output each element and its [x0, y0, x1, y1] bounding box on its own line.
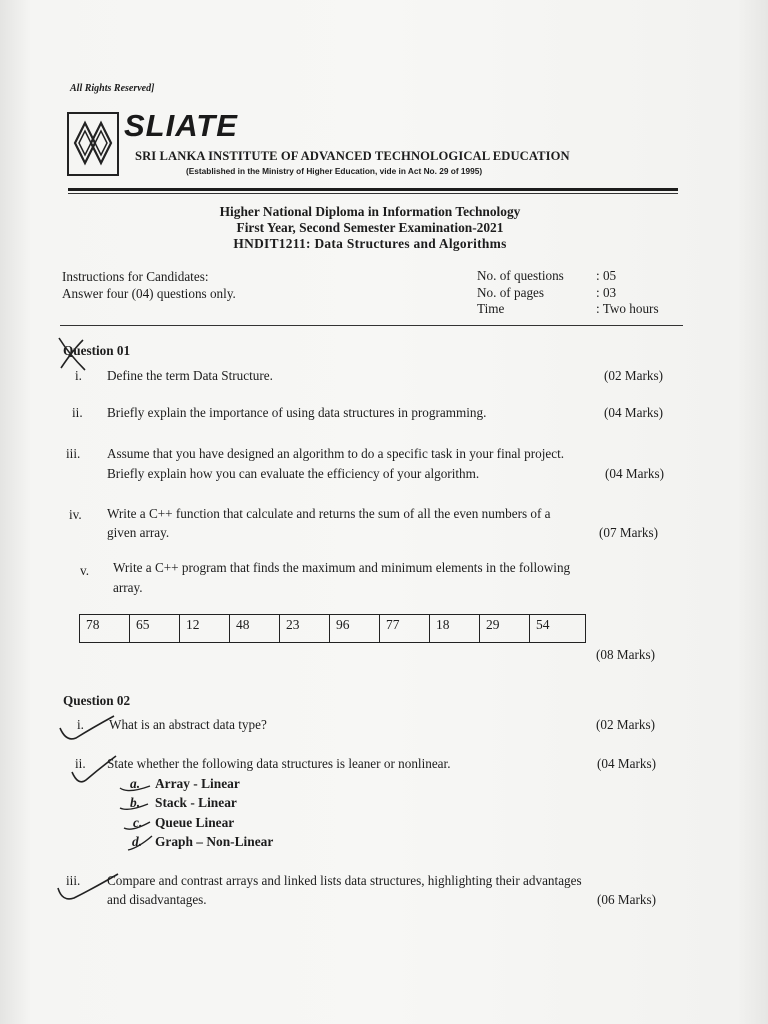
section-rule [60, 325, 683, 326]
q1-item-i-marks: (02 Marks) [604, 368, 663, 383]
pages-label: No. of pages [477, 285, 545, 300]
question-01-title: Question 01 [63, 343, 131, 358]
rights-note: All Rights Reserved] [70, 83, 155, 94]
header-rule-thin [68, 193, 678, 194]
q1-item-iii-text-2: Briefly explain how you can evaluate the efficiency of your algorithm. [107, 466, 480, 481]
answer-d-text: Graph – Non-Linear [155, 834, 274, 849]
answer-c-text: Queue Linear [155, 815, 235, 830]
q2-item-i-marks: (02 Marks) [596, 717, 655, 732]
array-cell: 78 [80, 615, 130, 643]
q1-item-v-number: v. [80, 563, 90, 578]
q2-item-ii-marks: (04 Marks) [597, 756, 656, 771]
q2-item-ii-text: State whether the following data structures is leaner or nonlinear. [107, 756, 451, 771]
exam-session: First Year, Second Semester Examination-2021 [236, 220, 504, 235]
answer-d-letter: d. [132, 834, 143, 849]
answer-b-text: Stack - Linear [155, 795, 237, 810]
sliate-emblem [67, 112, 119, 176]
q1-item-iii-text: Assume that you have designed an algorithm to do a specific task in your final project. [107, 446, 565, 461]
array-cell: 18 [430, 615, 480, 643]
header-rule-thick [68, 188, 678, 191]
question-02-title: Question 02 [63, 693, 131, 708]
q1-item-iii-number: iii. [66, 446, 81, 461]
q1-item-i-number: i. [75, 368, 82, 383]
time-value: : Two hours [596, 301, 659, 316]
answer-a-letter: a. [130, 776, 141, 791]
pen-tick-mark [70, 752, 120, 788]
time-label: Time [477, 301, 505, 316]
pen-tick-mark [56, 868, 122, 904]
array-cell: 96 [330, 615, 380, 643]
q1-item-iv-marks: (07 Marks) [599, 525, 658, 540]
exam-programme: Higher National Diploma in Information Technology [219, 204, 521, 219]
q2-item-ii-number: ii. [75, 756, 86, 771]
array-cell: 77 [380, 615, 430, 643]
q1-item-iv-text-2: given array. [107, 525, 170, 540]
institute-established: (Established in the Ministry of Higher Education, vide in Act No. 29 of 1995) [186, 166, 483, 176]
q1-item-iv-text: Write a C++ function that calculate and returns the sum of all the even numbers of a [107, 506, 551, 521]
pen-letter-strokes [118, 778, 154, 854]
questions-value: : 05 [596, 268, 617, 283]
array-cell: 23 [280, 615, 330, 643]
instructions-title: Instructions for Candidates: [62, 269, 209, 284]
emblem-icon [73, 120, 113, 166]
array-cell: 29 [480, 615, 530, 643]
q2-item-iii-number: iii. [66, 873, 81, 888]
array-cell: 54 [530, 615, 586, 643]
q1-item-i-text: Define the term Data Structure. [107, 368, 273, 383]
q1-item-v-marks: (08 Marks) [596, 647, 655, 662]
pen-tick-mark [58, 712, 118, 744]
array-table [79, 614, 586, 643]
instructions-text: Answer four (04) questions only. [62, 286, 236, 301]
q2-item-i-number: i. [77, 717, 84, 732]
answer-c-letter: c. [133, 815, 143, 830]
questions-label: No. of questions [477, 268, 564, 283]
array-cell: 65 [130, 615, 180, 643]
sliate-logo-text: SLIATE [124, 108, 238, 143]
q1-item-ii-number: ii. [72, 405, 83, 420]
q2-item-iii-text: Compare and contrast arrays and linked lists data structures, highlighting their advantages [107, 873, 582, 888]
array-cell: 48 [230, 615, 280, 643]
q1-item-iv-number: iv. [69, 507, 82, 522]
pages-value: : 03 [596, 285, 617, 300]
institute-name: SRI LANKA INSTITUTE OF ADVANCED TECHNOLOGICAL EDUCATION [135, 149, 570, 163]
q2-item-iii-text-2: and disadvantages. [107, 892, 207, 907]
q2-item-iii-marks: (06 Marks) [597, 892, 656, 907]
answer-a-text: Array - Linear [155, 776, 240, 791]
q1-item-v-text-2: array. [113, 580, 143, 595]
pen-cross-mark [55, 334, 91, 374]
q1-item-ii-text: Briefly explain the importance of using data structures in programming. [107, 405, 487, 420]
q1-item-ii-marks: (04 Marks) [604, 405, 663, 420]
q2-item-i-text: What is an abstract data type? [109, 717, 267, 732]
answer-b-letter: b. [130, 795, 141, 810]
exam-module: HNDIT1211: Data Structures and Algorithms [233, 236, 507, 251]
array-row [80, 615, 586, 643]
array-cell: 12 [180, 615, 230, 643]
q1-item-v-text: Write a C++ program that finds the maximum and minimum elements in the following [113, 560, 571, 575]
q1-item-iii-marks: (04 Marks) [605, 466, 664, 481]
